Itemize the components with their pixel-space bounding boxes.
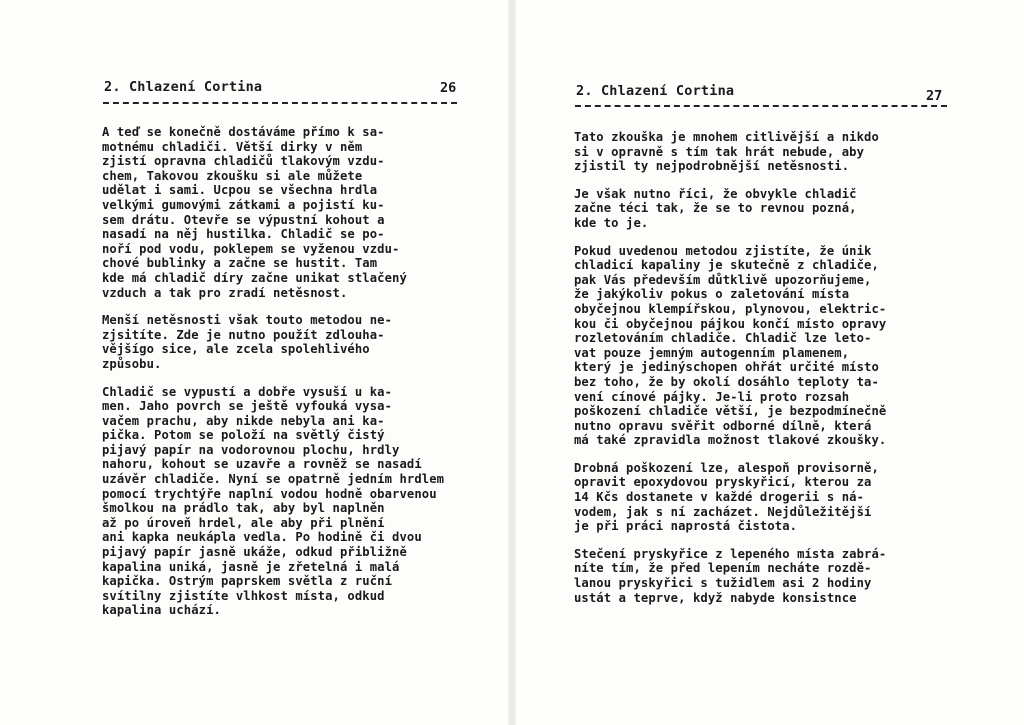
text-line: kapička. Ostrým paprskem světla z ruční bbox=[102, 574, 393, 589]
text-line: pomocí trychtýře naplní vodou hodně obarvenou bbox=[102, 486, 437, 501]
text-line: rozletováním chladiče. Chladič lze leto- bbox=[574, 331, 872, 346]
text-line: šmolkou na prádlo tak, aby byl naplněn bbox=[102, 501, 385, 516]
text-line: zjistil ty nejpodrobnější netěsnosti. bbox=[574, 159, 850, 174]
text-line: vějšígo sice, ale zcela spolehlivého bbox=[102, 342, 370, 357]
right-body-text bbox=[574, 130, 1014, 618]
text-line: nutno opravu svěřit odborné dílně, která bbox=[574, 418, 872, 433]
paragraph bbox=[574, 547, 1014, 605]
text-line: Drobná poškození lze, alespoň provisorně, bbox=[574, 460, 879, 475]
text-line: chové bublinky a začne se hustit. Tam bbox=[102, 256, 378, 271]
text-line: udělat i sami. Ucpou se všechna hrdla bbox=[102, 183, 378, 198]
text-line: kde má chladič díry začne unikat stlačený bbox=[102, 270, 407, 285]
text-line: kde to je. bbox=[574, 215, 649, 230]
left-running-header: 2. Chlazení Cortina bbox=[104, 79, 263, 95]
text-line: kapalina uniká, jasně je zřetelná i malá bbox=[102, 559, 400, 574]
right-page-number: 27 bbox=[926, 88, 943, 104]
paragraph bbox=[102, 385, 502, 619]
text-line: A teď se konečně dostáváme přímo k sa- bbox=[102, 125, 385, 139]
text-line: má také zpravidla možnost tlakové zkoušky. bbox=[574, 433, 887, 448]
text-line: Je však nutno říci, že obvykle chladič bbox=[574, 186, 857, 201]
text-line: chladicí kapaliny je skutečně z chladiče, bbox=[574, 258, 879, 273]
text-line: kapalina uchází. bbox=[102, 603, 221, 618]
text-line: opravit epoxydovou pryskyřicí, kterou za bbox=[574, 475, 872, 490]
text-line: který je jedinýschopen ohřát určité místo bbox=[574, 360, 879, 375]
text-line: pijavý papír na vodorovnou plochu, hrdly bbox=[102, 442, 400, 457]
text-line: noří pod vodu, poklepem se vyženou vzdu- bbox=[102, 241, 400, 256]
text-line: zjistí opravna chladičů tlakovým vzdu- bbox=[102, 154, 385, 169]
text-line: vat pouze jemným autogenním plamenem, bbox=[574, 345, 850, 360]
text-line: uzávěr chladiče. Nyní se opatrně jedním hrdlem bbox=[102, 472, 445, 487]
text-line: Pokud uvedenou metodou zjistíte, že únik bbox=[574, 243, 872, 258]
text-line: 14 Kčs dostanete v každé drogerii s ná- bbox=[574, 490, 865, 505]
text-line: Tato zkouška je mnohem citlivější a nikdo bbox=[574, 130, 879, 144]
text-line: vení cínové pájky. Je-li proto rozsah bbox=[574, 389, 850, 404]
text-line: pak Vás především důtklivě upozorňujeme, bbox=[574, 272, 872, 287]
text-line: lanou pryskyřici s tužidlem asi 2 hodiny bbox=[574, 576, 872, 591]
paragraph bbox=[574, 187, 1014, 231]
text-line: bez toho, že by okolí dosáhlo teploty ta- bbox=[574, 374, 879, 389]
right-running-header: 2. Chlazení Cortina bbox=[576, 83, 735, 99]
text-line: Stečení pryskyřice z lepeného místa zabrá- bbox=[574, 546, 887, 561]
text-line: sem drátu. Otevře se výpustní kohout a bbox=[102, 212, 385, 227]
text-line: vzduch a tak pro zradí netěsnost. bbox=[102, 285, 348, 300]
text-line: nasadí na něj hustilka. Chladič se po- bbox=[102, 227, 385, 242]
right-header-rule bbox=[575, 105, 947, 107]
paragraph bbox=[574, 130, 1014, 174]
text-line: začne téci tak, že se to revnou pozná, bbox=[574, 201, 857, 216]
text-line: kou či obyčejnou pájkou končí místo opravy bbox=[574, 316, 887, 331]
text-line: ustát a teprve, když nabyde konsistnce bbox=[574, 590, 857, 605]
text-line: poškození chladiče větší, je bezpodmínečně bbox=[574, 404, 887, 419]
text-line: nahoru, kohout se uzavře a rovněž se nasadí bbox=[102, 457, 422, 472]
text-line: zjsitíte. Zde je nutno použít zdlouha- bbox=[102, 327, 385, 342]
right-page bbox=[513, 0, 1024, 725]
text-line: že jakýkoliv pokus o zaletování místa bbox=[574, 287, 850, 302]
text-line: pička. Potom se položí na světlý čistý bbox=[102, 428, 385, 443]
text-line: způsobu. bbox=[102, 356, 162, 371]
text-line: až po úroveň hrdel, ale aby při plnění bbox=[102, 515, 385, 530]
text-line: ani kapka neukápla vedla. Po hodině či dvou bbox=[102, 530, 422, 545]
left-page bbox=[0, 0, 511, 725]
text-line: obyčejnou klempířskou, plynovou, elektric- bbox=[574, 301, 887, 316]
paragraph bbox=[102, 313, 502, 371]
left-body-text bbox=[102, 125, 502, 631]
text-line: chem, Takovou zkoušku si ale můžete bbox=[102, 168, 363, 183]
text-line: motnému chladiči. Větší dirky v něm bbox=[102, 139, 363, 154]
text-line: je při práci naprostá čistota. bbox=[574, 519, 798, 534]
text-line: níte tím, že před lepením necháte rozdě- bbox=[574, 561, 872, 576]
paragraph bbox=[574, 461, 1014, 534]
text-line: si v opravně s tím tak hrát nebude, aby bbox=[574, 144, 865, 159]
text-line: pijavý papír jasně ukáže, odkud přibližně bbox=[102, 545, 407, 560]
paragraph bbox=[102, 125, 502, 300]
text-line: vodem, jak s ní zacházet. Nejdůležitější bbox=[574, 504, 872, 519]
text-line: vačem prachu, aby nikde nebyla ani ka- bbox=[102, 413, 385, 428]
text-line: men. Jaho povrch se ještě vyfouká vysa- bbox=[102, 399, 393, 414]
left-header-rule bbox=[103, 102, 457, 104]
text-line: velkými gumovými zátkami a pojistí ku- bbox=[102, 197, 385, 212]
text-line: svítilny zjistíte vlhkost místa, odkud bbox=[102, 588, 385, 603]
text-line: Menší netěsnosti však touto metodou ne- bbox=[102, 313, 393, 328]
text-line: Chladič se vypustí a dobře vysuší u ka- bbox=[102, 384, 393, 399]
paragraph bbox=[574, 244, 1014, 448]
left-page-number: 26 bbox=[440, 80, 457, 96]
